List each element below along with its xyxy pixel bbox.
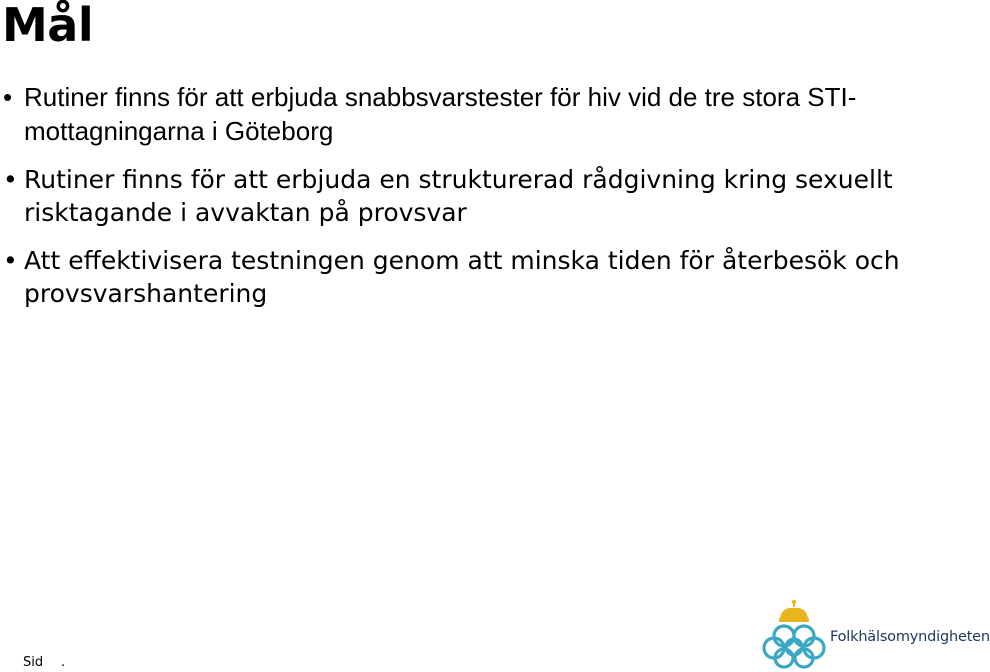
bullet-marker: • [3,82,13,112]
page-label: Sid [23,655,44,670]
logo-wordmark: Folkhälsomyndigheten [830,629,990,645]
slide-title: Mål [2,0,94,52]
bullet-item [0,244,900,310]
bullet-list [0,80,900,325]
bullet-marker: • [3,246,18,275]
agency-logo [760,598,990,670]
crown-knot-logo-icon [760,598,828,670]
bullet-marker: • [3,165,18,194]
bullet-text: Att effektivisera testningen genom att minska tiden för återbesök och provsvarshantering [24,246,900,308]
bullet-text: Rutiner finns för att erbjuda snabbsvarstester för hiv vid de tre stora STI-mottagningarna i Göteborg [24,82,857,146]
bullet-text: Rutiner finns för att erbjuda en strukturerad rådgivning kring sexuellt risktagande i avvaktan på provsvar [24,165,893,227]
bullet-item [0,163,900,229]
bullet-item [0,80,900,148]
page-number: . [61,655,66,670]
